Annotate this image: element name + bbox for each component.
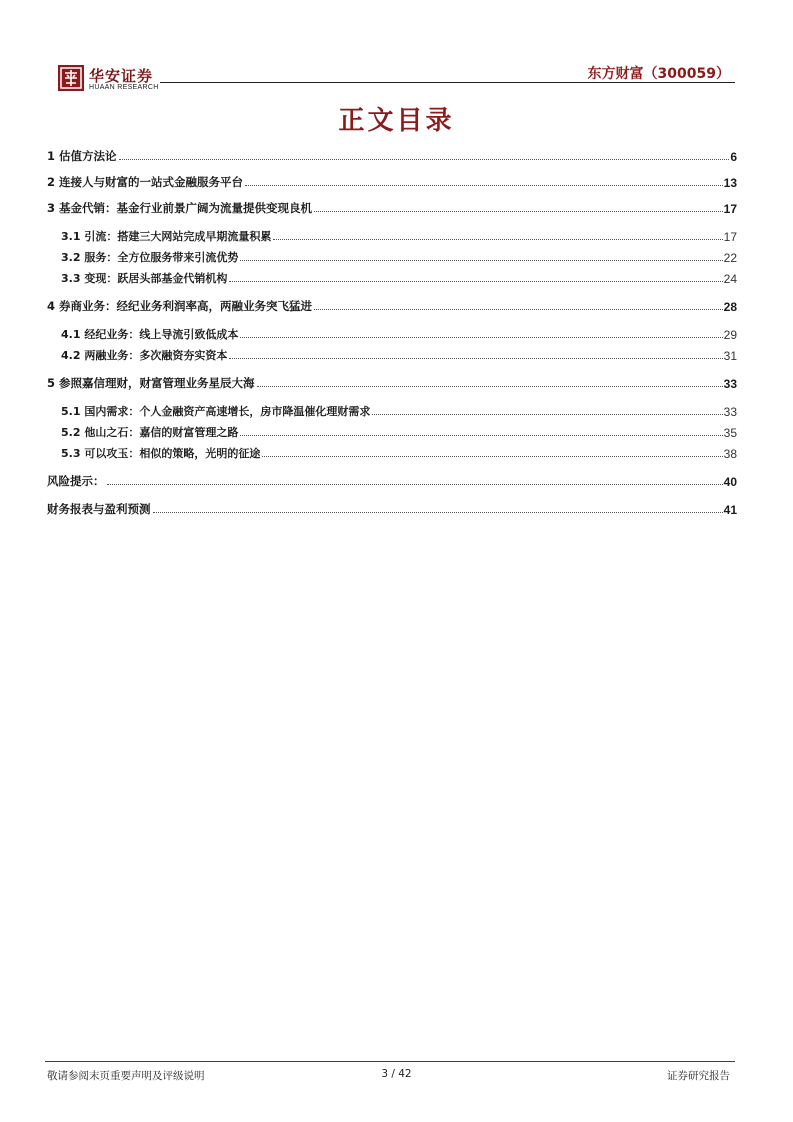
toc-entry-label: 5.1 国内需求：个人金融资产高速增长，房市降温催化理财需求 (61, 405, 371, 418)
toc-entry-page: 6 (730, 150, 737, 164)
toc-entry-page: 17 (723, 202, 737, 216)
toc-entry-label: 3 基金代销：基金行业前景广阔为流量提供变现良机 (47, 201, 313, 215)
toc-entry-label: 4 券商业务：经纪业务利润率高，两融业务突飞猛进 (47, 299, 313, 313)
toc-entry[interactable] (61, 247, 737, 265)
toc-entry[interactable] (47, 499, 737, 517)
toc-leader-dots (153, 512, 723, 513)
seal-icon (57, 64, 85, 92)
toc-entry-label: 5 参照嘉信理财，财富管理业务星辰大海 (47, 376, 255, 390)
toc-entry-page: 38 (723, 447, 737, 461)
toc-entry-page: 31 (723, 349, 737, 363)
toc-entry-label: 5.3 可以攻玉：相似的策略，光明的征途 (61, 447, 261, 460)
toc-leader-dots (372, 414, 722, 415)
toc-leader-dots (262, 456, 722, 457)
toc-entry-label: 5.2 他山之石：嘉信的财富管理之路 (61, 426, 239, 439)
company-name: 东方财富（300059） (587, 66, 730, 82)
toc-entry-page: 28 (723, 300, 737, 314)
toc-entry[interactable] (61, 422, 737, 440)
toc-entry-page: 22 (723, 251, 737, 265)
company-logo (57, 64, 197, 96)
toc-leader-dots (245, 185, 723, 186)
toc-leader-dots (119, 159, 730, 160)
footer-report-type: 证券研究报告 (667, 1070, 730, 1082)
toc-entry-page: 24 (723, 272, 737, 286)
toc-leader-dots (273, 239, 722, 240)
footer-page-number: 3 / 42 (381, 1068, 412, 1080)
toc-leader-dots (240, 435, 722, 436)
toc-entry-label: 2 连接人与财富的一站式金融服务平台 (47, 175, 244, 189)
toc-entry[interactable] (61, 401, 737, 419)
toc-entry[interactable] (47, 172, 737, 190)
toc-entry-page: 41 (723, 503, 737, 517)
toc-leader-dots (240, 260, 722, 261)
page-header (0, 0, 793, 100)
toc-leader-dots (314, 309, 723, 310)
toc-entry-page: 29 (723, 328, 737, 342)
toc-entry-label: 风险提示： (47, 474, 105, 488)
toc-entry[interactable] (47, 198, 737, 216)
toc-entry-label: 4.2 两融业务：多次融资夯实资本 (61, 349, 228, 362)
toc-entry[interactable] (61, 345, 737, 363)
toc-entry[interactable] (47, 296, 737, 314)
toc-entry-label: 1 估值方法论 (47, 149, 117, 163)
toc-entry-page: 40 (723, 475, 737, 489)
toc-entry[interactable] (61, 324, 737, 342)
toc-leader-dots (107, 484, 723, 485)
toc-entry-page: 17 (723, 230, 737, 244)
toc-entry-page: 33 (723, 377, 737, 391)
logo-text-en: HUAAN RESEARCH (89, 84, 159, 91)
toc-entry-label: 4.1 经纪业务：线上导流引致低成本 (61, 328, 239, 341)
footer-disclaimer: 敬请参阅末页重要声明及评级说明 (47, 1070, 205, 1082)
toc-entry[interactable] (47, 471, 737, 489)
toc-entry-label: 3.2 服务：全方位服务带来引流优势 (61, 251, 239, 264)
toc-entry[interactable] (61, 268, 737, 286)
toc-leader-dots (229, 358, 722, 359)
toc-leader-dots (240, 337, 722, 338)
toc-entry-page: 13 (723, 176, 737, 190)
page-title: 正文目录 (338, 106, 455, 136)
toc-entry-page: 33 (723, 405, 737, 419)
logo-text-cn: 华安证券 (89, 67, 154, 85)
toc-entry[interactable] (47, 146, 737, 164)
toc-leader-dots (229, 281, 722, 282)
toc-entry-label: 3.1 引流：搭建三大网站完成早期流量积累 (61, 230, 272, 243)
toc-entry[interactable] (61, 226, 737, 244)
footer-divider (45, 1061, 735, 1062)
toc-entry[interactable] (61, 443, 737, 461)
toc-entry[interactable] (47, 373, 737, 391)
toc-entry-label: 3.3 变现：跃居头部基金代销机构 (61, 272, 228, 285)
toc-entry-label: 财务报表与盈利预测 (47, 502, 151, 516)
toc-leader-dots (257, 386, 723, 387)
toc-entry-page: 35 (723, 426, 737, 440)
toc-leader-dots (314, 211, 723, 212)
